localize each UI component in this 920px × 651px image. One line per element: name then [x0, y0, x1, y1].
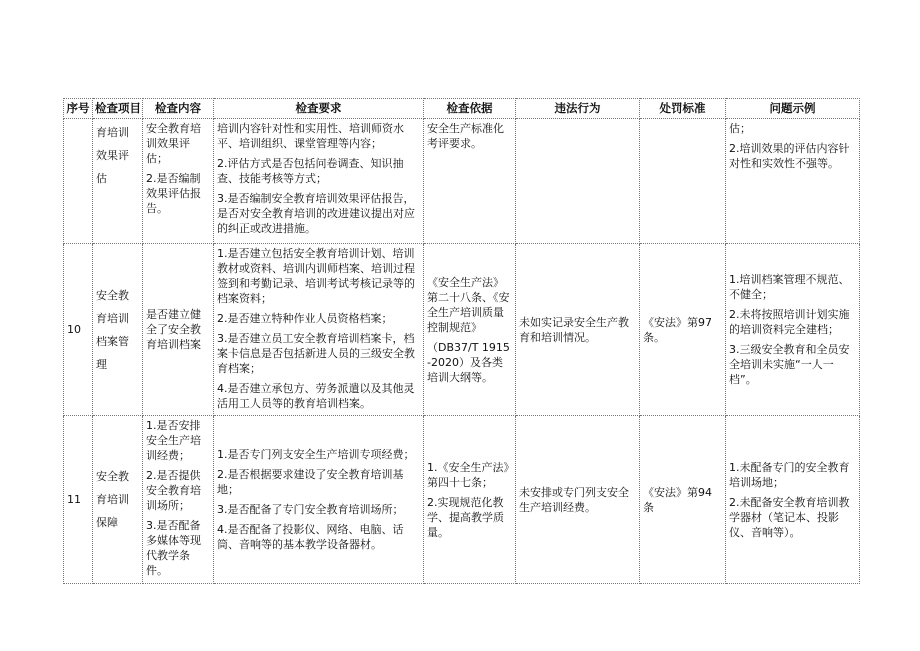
header-examples: 问题示例 [726, 99, 860, 119]
cell-no: 11 [64, 416, 93, 584]
example-line: 2.未配备安全教育培训教学器材（笔记本、投影仪、音响等）。 [729, 495, 850, 539]
requirement-line: 3.是否编制安全教育培训效果评估报告，是否对安全教育培训的改进建议提出对应的纠正或改进措施。 [217, 192, 415, 235]
example-line: 估； [729, 122, 751, 135]
cell-no: 10 [64, 244, 93, 416]
cell-penalty [640, 119, 726, 244]
requirement-line: 3.是否建立员工安全教育培训档案卡，档案卡信息是否包括新进人员的三级安全教育档案； [217, 332, 415, 375]
cell-penalty: 《安法》第97条。 [640, 244, 726, 416]
cell-examples [726, 119, 860, 244]
content-line: 2.是否提供安全教育培训场所； [146, 469, 201, 512]
content-line: 安全教育培训效果评估； [146, 122, 201, 165]
table-row [64, 416, 860, 584]
basis-line: （DB37/T 1915-2020）及各类培训大纲等。 [427, 340, 510, 384]
basis-line: 1.《安全生产法》第四十七条； [427, 460, 509, 489]
cell-requirements [214, 119, 424, 244]
requirement-line: 2.评估方式是否包括问卷调查、知识抽查、技能考核等方式； [217, 157, 404, 185]
cell-examples [726, 416, 860, 584]
basis-line: 《安全生产法》第二十八条、《安全生产培训质量控制规范》 [427, 275, 510, 334]
cell-content [143, 416, 214, 584]
requirement-line: 2.是否建立特种作业人员资格档案； [217, 312, 393, 325]
requirement-line: 3.是否配备了专门安全教育培训场所； [217, 503, 404, 516]
example-line: 2.未将按照培训计划实施的培训资料完全建档； [729, 308, 850, 336]
example-line: 1.培训档案管理不规范、不健全； [729, 273, 850, 301]
cell-violation: 未如实记录安全生产教育和培训情况。 [516, 244, 640, 416]
cell-violation [516, 119, 640, 244]
requirement-line: 4.是否建立承包方、劳务派遣以及其他灵活用工人员等的教育培训档案。 [217, 382, 415, 410]
requirement-line: 1.是否专门列支安全生产培训专项经费； [217, 448, 415, 461]
header-basis: 检查依据 [424, 99, 516, 119]
table-row [64, 119, 860, 244]
cell-basis [424, 416, 516, 584]
header-item: 检查项目 [93, 99, 143, 119]
header-row [64, 99, 860, 119]
cell-content [143, 119, 214, 244]
header-content: 检查内容 [143, 99, 214, 119]
header-no: 序号 [64, 99, 93, 119]
cell-requirements [214, 416, 424, 584]
cell-item: 安全教育培训保障 [93, 416, 143, 584]
example-line: 2.培训效果的评估内容针对性和实效性不强等。 [729, 142, 850, 170]
requirement-line: 培训内容针对性和实用性、培训师资水平、培训组织、课堂管理等内容； [217, 122, 404, 150]
table-row [64, 244, 860, 416]
example-line: 3.三级安全教育和全员安全培训未实施“一人一档”。 [729, 343, 850, 386]
header-requirements: 检查要求 [214, 99, 424, 119]
example-line: 1.未配备专门的安全教育培训场地； [729, 460, 850, 489]
basis-line: 安全生产标准化考评要求。 [427, 122, 504, 150]
inspection-table [63, 98, 860, 584]
cell-item: 安全教育培训档案管理 [93, 244, 143, 416]
cell-no [64, 119, 93, 244]
requirement-line: 4.是否配备了投影仪、网络、电脑、话筒、音响等的基本教学设备器材。 [217, 523, 404, 551]
requirement-line: 1.是否建立包括安全教育培训计划、培训教材或资料、培训内训师档案、培训过程签到和考勤记录、培训考试考核记录等的档案资料； [217, 247, 415, 305]
cell-requirements [214, 244, 424, 416]
cell-examples [726, 244, 860, 416]
basis-line: 2.实现规范化教学、提高教学质量。 [427, 495, 504, 539]
cell-item: 育培训效果评估 [93, 119, 143, 244]
requirement-line: 2.是否根据要求建设了安全教育培训基地； [217, 468, 404, 496]
content-line: 1.是否安排安全生产培训经费； [146, 419, 201, 462]
cell-content [143, 244, 214, 416]
content-line: 3.是否配备多媒体等现代教学条件。 [146, 519, 201, 577]
cell-penalty: 《安法》第94条 [640, 416, 726, 584]
cell-basis [424, 119, 516, 244]
content-line: 是否建立健全了安全教育培训档案 [146, 308, 201, 351]
header-violation: 违法行为 [516, 99, 640, 119]
cell-violation: 未安排或专门列支安全生产培训经费。 [516, 416, 640, 584]
content-line: 2.是否编制效果评估报告。 [146, 172, 201, 215]
cell-basis [424, 244, 516, 416]
header-penalty: 处罚标准 [640, 99, 726, 119]
